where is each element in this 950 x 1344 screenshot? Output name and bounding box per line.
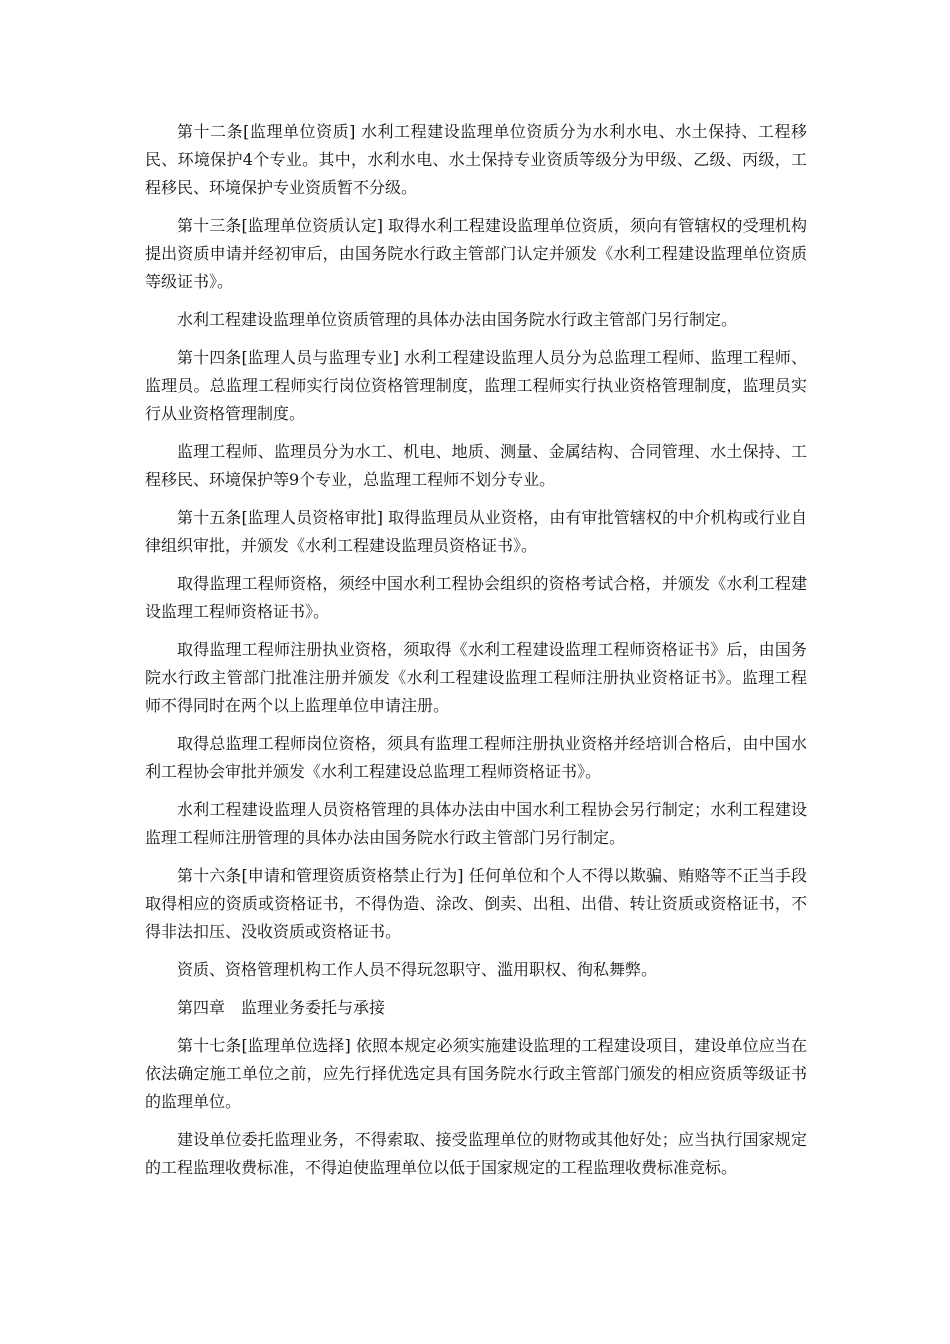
- entrustment-rules-paragraph: 建设单位委托监理业务，不得索取、接受监理单位的财物或其他好处；应当执行国家规定的工程监理收费标准，不得迫使监理单位以低于国家规定的工程监理收费标准竞标。: [145, 1130, 807, 1177]
- article-14-specialties-paragraph: 监理工程师、监理员分为水工、机电、地质、测量、金属结构、合同管理、水土保持、工程移民、环境保护等9个专业，总监理工程师不划分专业。: [145, 442, 807, 489]
- article-15-paragraph: 第十五条[监理人员资格审批] 取得监理员从业资格，由有审批管辖权的中介机构或行业自律组织审批，并颁发《水利工程建设监理员资格证书》。: [145, 508, 807, 555]
- article-16-paragraph: 第十六条[申请和管理资质资格禁止行为] 任何单位和个人不得以欺骗、贿赂等不正当手段取得相应的资质或资格证书，不得伪造、涂改、倒卖、出租、出借、转让资质或资格证书，不得非法扣压、没收资质或资格证书。: [145, 866, 807, 941]
- chief-engineer-paragraph: 取得总监理工程师岗位资格，须具有监理工程师注册执业资格并经培训合格后，由中国水利工程协会审批并颁发《水利工程建设总监理工程师资格证书》。: [145, 734, 807, 781]
- article-12-paragraph: 第十二条[监理单位资质] 水利工程建设监理单位资质分为水利水电、水土保持、工程移民、环境保护4个专业。其中，水利水电、水土保持专业资质等级分为甲级、乙级、丙级，工程移民、环境保护专业资质暂不分级。: [145, 122, 807, 197]
- qualification-management-paragraph: 水利工程建设监理人员资格管理的具体办法由中国水利工程协会另行制定；水利工程建设监理工程师注册管理的具体办法由国务院水行政主管部门另行制定。: [145, 800, 807, 847]
- chapter-4-heading: 第四章 监理业务委托与承接: [177, 998, 386, 1017]
- article-13-note-paragraph: 水利工程建设监理单位资质管理的具体办法由国务院水行政主管部门另行制定。: [177, 310, 738, 329]
- article-17-paragraph: 第十七条[监理单位选择] 依照本规定必须实施建设监理的工程建设项目，建设单位应当在依法确定施工单位之前，应先行择优选定具有国务院水行政主管部门颁发的相应资质等级证书的监理单位。: [145, 1036, 807, 1111]
- article-14-paragraph: 第十四条[监理人员与监理专业] 水利工程建设监理人员分为总监理工程师、监理工程师、监理员。总监理工程师实行岗位资格管理制度，监理工程师实行执业资格管理制度，监理员实行从业资格管理制度。: [145, 348, 807, 423]
- engineer-qualification-paragraph: 取得监理工程师资格，须经中国水利工程协会组织的资格考试合格，并颁发《水利工程建设监理工程师资格证书》。: [145, 574, 807, 621]
- engineer-registration-paragraph: 取得监理工程师注册执业资格，须取得《水利工程建设监理工程师资格证书》后，由国务院水行政主管部门批准注册并颁发《水利工程建设监理工程师注册执业资格证书》。监理工程师不得同时在两个以上监理单位申请注册。: [145, 640, 807, 715]
- document-body: [145, 118, 807, 1192]
- staff-conduct-paragraph: 资质、资格管理机构工作人员不得玩忽职守、滥用职权、徇私舞弊。: [177, 960, 658, 979]
- article-13-paragraph: 第十三条[监理单位资质认定] 取得水利工程建设监理单位资质，须向有管辖权的受理机构提出资质申请并经初审后，由国务院水行政主管部门认定并颁发《水利工程建设监理单位资质等级证书》。: [145, 216, 807, 291]
